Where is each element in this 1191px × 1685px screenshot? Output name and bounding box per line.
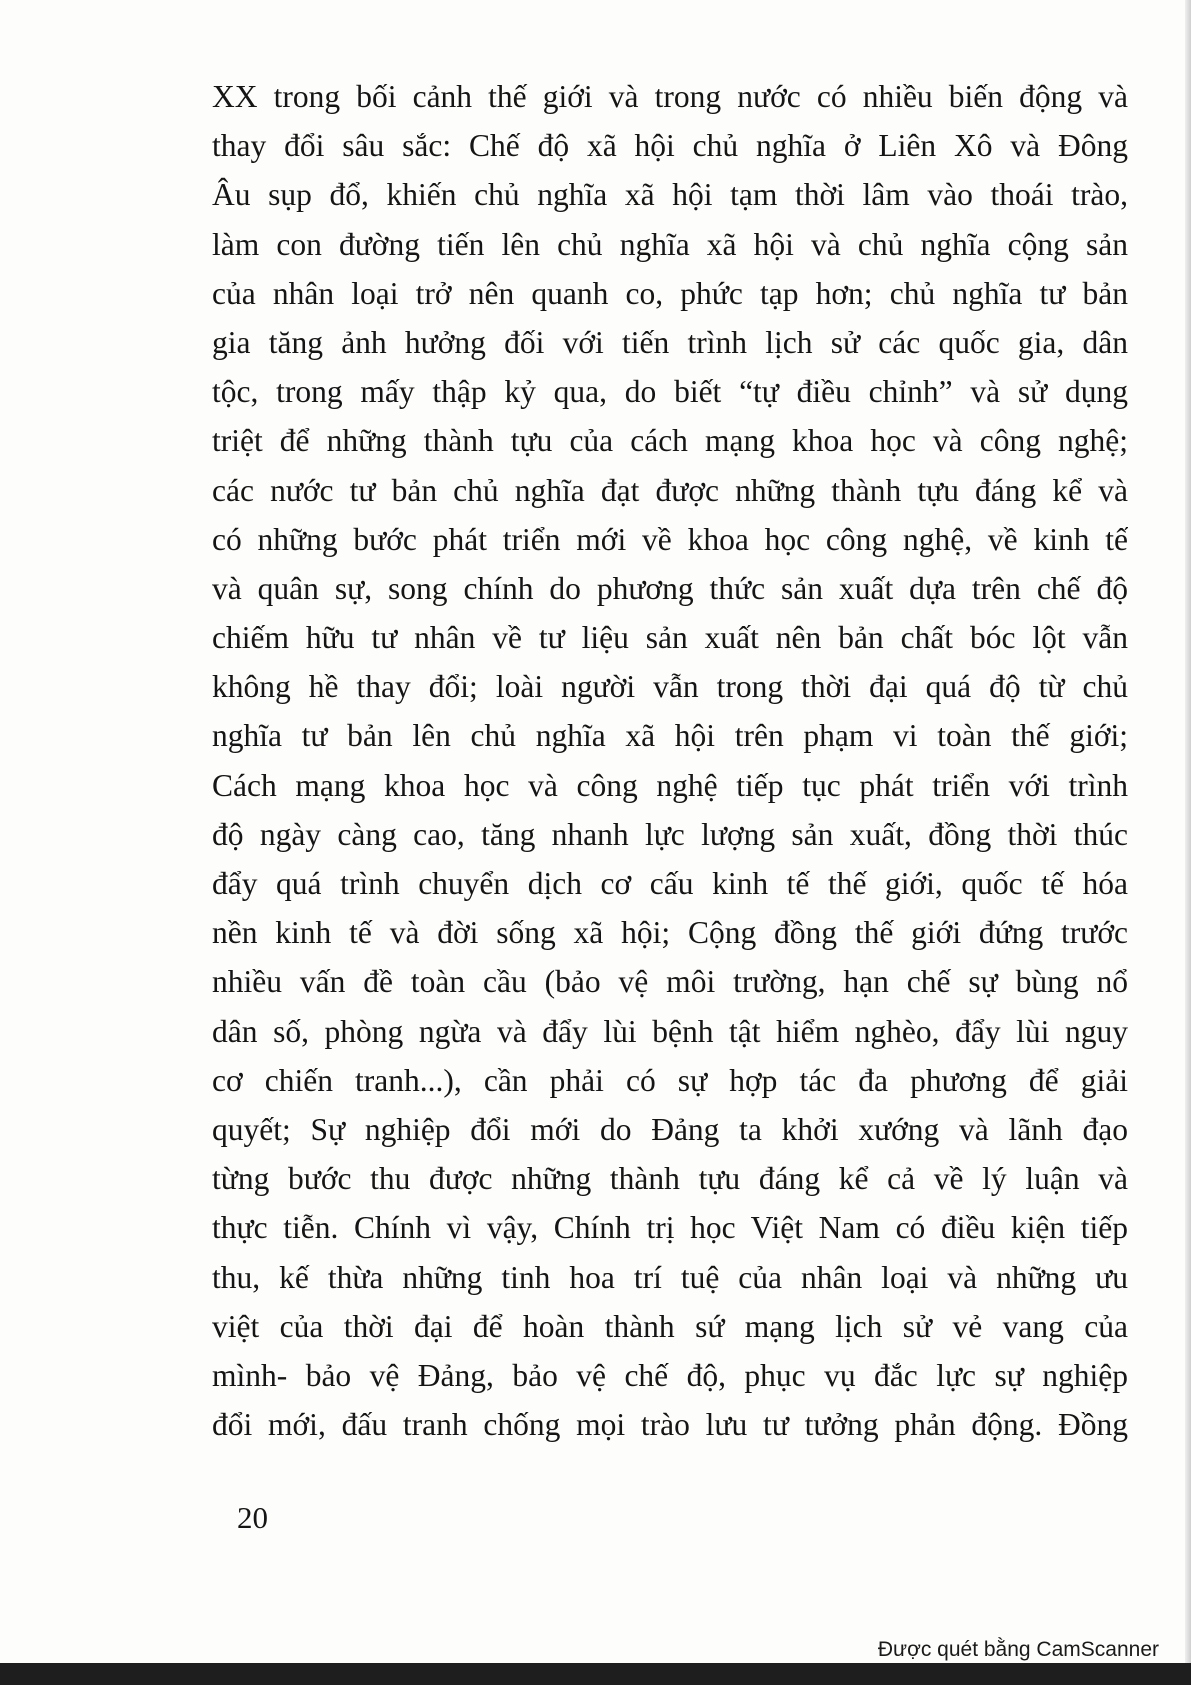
scanner-watermark: Được quét bằng CamScanner: [877, 1638, 1159, 1661]
text-line: từng bước thu được những thành tựu đáng kể cả về lý luận và: [212, 1161, 1128, 1197]
page-number: 20: [237, 1500, 268, 1535]
text-line: nền kinh tế và đời sống xã hội; Cộng đồng thế giới đứng trước: [212, 915, 1128, 951]
text-line: thu, kế thừa những tinh hoa trí tuệ của nhân loại và những ưu: [212, 1259, 1128, 1295]
text-line: Âu sụp đổ, khiến chủ nghĩa xã hội tạm thời lâm vào thoái trào,: [212, 177, 1128, 213]
text-line: các nước tư bản chủ nghĩa đạt được những thành tựu đáng kể và: [212, 472, 1128, 508]
text-line: Cách mạng khoa học và công nghệ tiếp tục phát triển với trình: [212, 767, 1128, 803]
text-line: nhiều vấn đề toàn cầu (bảo vệ môi trường, hạn chế sự bùng nổ: [212, 964, 1128, 1000]
text-line: độ ngày càng cao, tăng nhanh lực lượng sản xuất, đồng thời thúc: [212, 816, 1128, 852]
text-line: cơ chiến tranh...), cần phải có sự hợp tác đa phương để giải: [212, 1062, 1128, 1098]
text-line: đổi mới, đấu tranh chống mọi trào lưu tư tưởng phản động. Đồng: [212, 1407, 1128, 1443]
text-line: có những bước phát triển mới về khoa học công nghệ, về kinh tế: [212, 521, 1128, 557]
text-line: nghĩa tư bản lên chủ nghĩa xã hội trên phạm vi toàn thế giới;: [212, 718, 1128, 754]
text-line: đẩy quá trình chuyển dịch cơ cấu kinh tế thế giới, quốc tế hóa: [212, 866, 1128, 901]
text-line: thực tiễn. Chính vì vậy, Chính trị học Việt Nam có điều kiện tiếp: [212, 1210, 1128, 1246]
text-line: dân số, phòng ngừa và đẩy lùi bệnh tật hiểm nghèo, đẩy lùi nguy: [212, 1013, 1128, 1049]
text-line: thay đổi sâu sắc: Chế độ xã hội chủ nghĩa ở Liên Xô và Đông: [212, 128, 1128, 164]
text-line: làm con đường tiến lên chủ nghĩa xã hội và chủ nghĩa cộng sản: [212, 226, 1128, 262]
text-line: quyết; Sự nghiệp đổi mới do Đảng ta khởi xướng và lãnh đạo: [212, 1111, 1128, 1147]
text-line: tộc, trong mấy thập kỷ qua, do biết “tự điều chỉnh” và sử dụng: [212, 374, 1128, 410]
scan-bottom-edge: [0, 1663, 1191, 1685]
text-line: mình- bảo vệ Đảng, bảo vệ chế độ, phục vụ đắc lực sự nghiệp: [212, 1357, 1128, 1393]
page-edge-shadow: [1185, 0, 1191, 1685]
text-line: XX trong bối cảnh thế giới và trong nước có nhiều biến động và: [212, 79, 1128, 114]
text-line: việt của thời đại để hoàn thành sứ mạng lịch sử vẻ vang của: [212, 1308, 1128, 1344]
text-line: chiếm hữu tư nhân về tư liệu sản xuất nên bản chất bóc lột vẫn: [212, 620, 1128, 656]
text-line: gia tăng ảnh hưởng đối với tiến trình lịch sử các quốc gia, dân: [212, 324, 1128, 360]
body-text: [212, 72, 1128, 1449]
text-line: của nhân loại trở nên quanh co, phức tạp hơn; chủ nghĩa tư bản: [212, 275, 1128, 311]
text-line: và quân sự, song chính do phương thức sản xuất dựa trên chế độ: [212, 570, 1128, 606]
text-line: không hề thay đổi; loài người vẫn trong thời đại quá độ từ chủ: [212, 669, 1128, 705]
text-line: triệt để những thành tựu của cách mạng khoa học và công nghệ;: [212, 423, 1128, 459]
